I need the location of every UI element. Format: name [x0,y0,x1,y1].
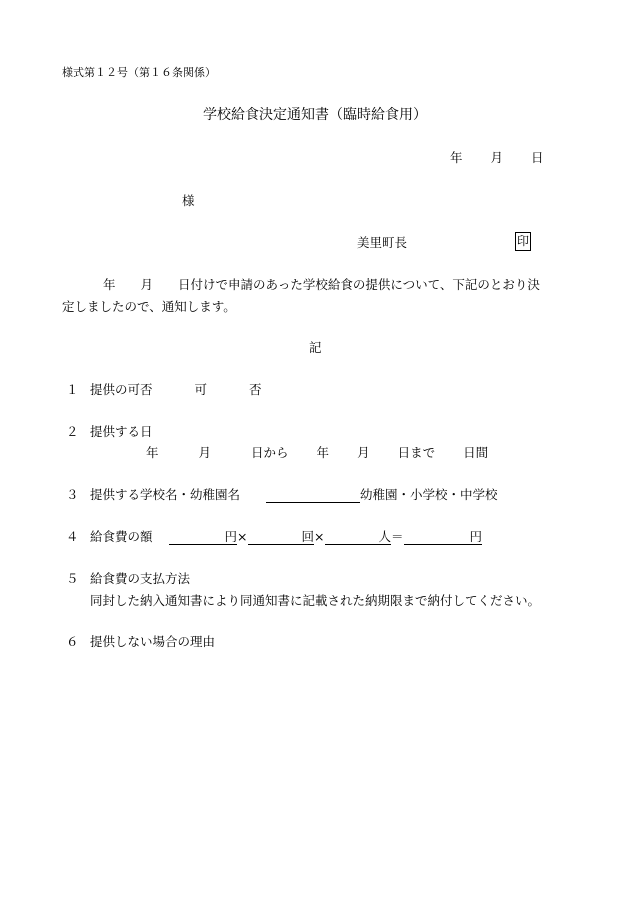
fee-unit-price [169,529,238,545]
period-end-year: 年 [316,445,330,460]
form-number: 様式第１２号（第１６条関係） [62,66,216,79]
period-end-day: 日まで [397,445,436,460]
item-number: ２ [66,424,79,439]
item-label: 給食費の支払方法 [90,571,191,586]
payment-detail: 同封した納入通知書により同通知書に記載された納期限まで納付してください。 [90,593,541,608]
sender-title: 美里町長 [357,235,408,250]
school-type-options: 幼稚園・小学校・中学校 [360,487,498,502]
date-year: 年 [450,150,463,165]
item-number: ６ [66,634,79,649]
item-label: 提供する学校名・幼稚園名 [90,487,241,502]
nin-unit: 人 [378,529,392,544]
fee-people [325,529,392,545]
item-1 [66,382,262,397]
item-number: ３ [66,487,79,502]
times-sign: × [314,529,325,544]
item-6 [66,634,215,649]
date-line [450,150,544,165]
item-5 [66,571,190,586]
ki-heading: 記 [309,340,322,355]
item-label: 給食費の額 [90,529,153,544]
date-day: 日 [531,150,544,165]
item-2 [66,424,153,439]
period-start-day: 日から [251,445,289,460]
item-number: １ [66,382,79,397]
body-text-line1: 年 月 日付けで申請のあった学校給食の提供について、下記のとおり決 [103,277,540,292]
fee-total [404,529,483,545]
school-name-blank [266,487,360,503]
option-not-possible: 否 [249,382,262,397]
item-number: ４ [66,529,79,544]
yen-unit: 円 [224,529,238,544]
date-month: 月 [490,150,504,165]
item-number: ５ [66,571,79,586]
option-possible: 可 [194,382,208,397]
item-label: 提供する日 [90,424,153,439]
period-start-year: 年 [146,445,159,460]
item-4 [66,529,482,545]
item-label: 提供の可否 [90,382,153,397]
item-3 [66,487,498,503]
yen-total: 円 [469,529,483,544]
equals-sign: ＝ [391,529,404,544]
period-days: 日間 [463,445,489,460]
period-start-month: 月 [198,445,212,460]
period-end-month: 月 [357,445,370,460]
times-sign: × [237,529,248,544]
item-label: 提供しない場合の理由 [90,634,216,649]
item-2-period [146,445,488,460]
addressee-suffix: 様 [182,193,195,208]
fee-count [248,529,315,545]
document-title: 学校給食決定通知書（臨時給食用） [203,107,427,123]
seal-mark: 印 [515,232,531,251]
kai-unit: 回 [301,529,315,544]
body-text-line2: 定しましたので、通知します。 [62,299,236,314]
